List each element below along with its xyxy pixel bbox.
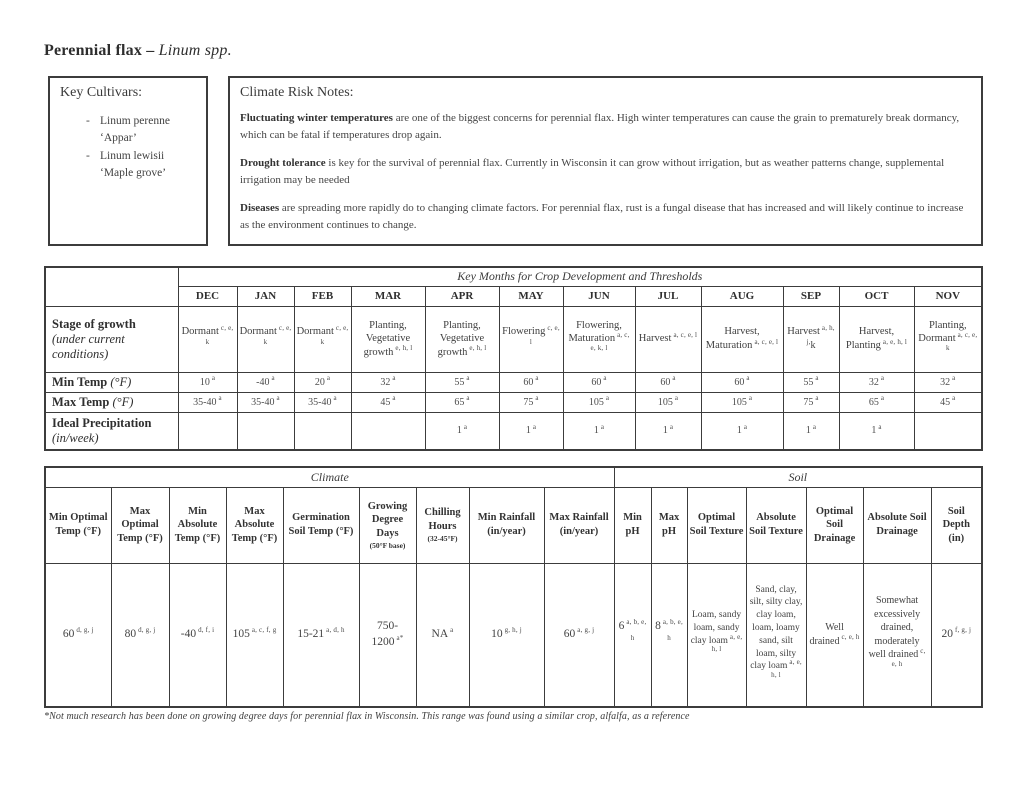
stage-cell-oct: Harvest, Planting $^{a, e, h, l}$ [839, 306, 914, 372]
precip-jul: 1 $^a$ [635, 412, 701, 450]
value-absolute-soil-drainage: Somewhat excessively drained, moderately well drained $^{c, e, h}$ [863, 563, 931, 707]
max-temp-feb: 35-40 $^a$ [294, 392, 351, 412]
min-temp-jun: 60 $^a$ [563, 372, 635, 392]
value-max-absolute-temp: 105 $^{a, c, f, g}$ [226, 563, 283, 707]
min-temp-apr: 55 $^a$ [425, 372, 499, 392]
value-min-rainfall: 10 $^{g, h, j}$ [469, 563, 544, 707]
max-temp-aug: 105 $^a$ [701, 392, 783, 412]
month-header-oct: OCT [839, 286, 914, 306]
month-header-may: MAY [499, 286, 563, 306]
min-temp-mar: 32 $^a$ [351, 372, 425, 392]
col-header-optimal-soil-texture: Optimal Soil Texture [687, 487, 746, 563]
month-header-feb: FEB [294, 286, 351, 306]
month-header-sep: SEP [783, 286, 839, 306]
value-soil-depth: 20 $^{f, g, j}$ [931, 563, 982, 707]
precip-may: 1 $^a$ [499, 412, 563, 450]
requirements-header-row [45, 487, 982, 563]
key-cultivars-heading: Key Cultivars: [60, 85, 143, 100]
col-header-min-ph: Min pH [614, 487, 651, 563]
page-title-common-name: Perennial flax – [44, 42, 155, 59]
climate-group-header: Climate [45, 467, 614, 487]
key-months-table [44, 266, 983, 451]
months-table-corner-cell [45, 267, 178, 306]
precip-apr: 1 $^a$ [425, 412, 499, 450]
min-temp-nov: 32 $^a$ [914, 372, 982, 392]
month-header-nov: NOV [914, 286, 982, 306]
min-temp-label: Min Temp (°F) [45, 372, 178, 392]
col-header-absolute-soil-texture: Absolute Soil Texture [746, 487, 806, 563]
month-header-mar: MAR [351, 286, 425, 306]
stage-cell-nov: Planting, Dormant $^{a, c, e, k}$ [914, 306, 982, 372]
stage-cell-aug: Harvest, Maturation $^{a, c, e, l}$ [701, 306, 783, 372]
list-dash: - [86, 150, 90, 163]
list-dash: - [86, 115, 90, 127]
requirements-value-row [45, 563, 982, 707]
month-header-jan: JAN [237, 286, 294, 306]
month-header-row [45, 286, 982, 306]
max-temp-row [45, 392, 982, 412]
min-temp-jul: 60 $^a$ [635, 372, 701, 392]
months-group-header: Key Months for Crop Development and Thresholds [178, 267, 982, 286]
col-header-max-optimal-temp: Max Optimal Temp (°F) [111, 487, 169, 563]
stage-cell-dec: Dormant $^{c, e, k}$ [178, 306, 237, 372]
max-temp-may: 75 $^a$ [499, 392, 563, 412]
max-temp-label: Max Temp (°F) [45, 392, 178, 412]
value-optimal-soil-drainage: Well drained $^{c, e, h}$ [806, 563, 863, 707]
col-header-min-absolute-temp: Min Absolute Temp (°F) [169, 487, 226, 563]
ideal-precipitation-label: Ideal Precipitation (in/week) [45, 412, 178, 450]
precip-feb [294, 412, 351, 450]
key-cultivars-box [48, 76, 208, 246]
min-temp-oct: 32 $^a$ [839, 372, 914, 392]
note-diseases: Diseases are spreading more rapidly do to changing climate factors. For perennial flax, rust is a fungal disease that has increased and will likely continue to increase as the environment continues to change. [240, 202, 964, 232]
min-temp-may: 60 $^a$ [499, 372, 563, 392]
value-growing-degree-days: 750-1200 $^{a*}$ [359, 563, 416, 707]
cultivar-text: Linum lewisii ‘Maple grove’ [100, 150, 167, 180]
precip-dec [178, 412, 237, 450]
month-header-aug: AUG [701, 286, 783, 306]
cultivar-item-maple-grove [60, 148, 198, 181]
col-header-min-rainfall: Min Rainfall (in/year) [469, 487, 544, 563]
value-absolute-soil-texture: Sand, clay, silt, silty clay, clay loam, loam, loamy sand, silt loam, silty clay loam $^{a, e, h, l}$ [746, 563, 806, 707]
stage-cell-feb: Dormant $^{c, e, k}$ [294, 306, 351, 372]
value-germination-soil-temp: 15-21 $^{a, d, h}$ [283, 563, 359, 707]
climate-risk-notes-box [228, 76, 983, 246]
max-temp-mar: 45 $^a$ [351, 392, 425, 412]
max-temp-oct: 65 $^a$ [839, 392, 914, 412]
precip-jan [237, 412, 294, 450]
max-temp-dec: 35-40 $^a$ [178, 392, 237, 412]
ideal-precipitation-row [45, 412, 982, 450]
max-temp-jan: 35-40 $^a$ [237, 392, 294, 412]
col-header-min-optimal-temp: Min Optimal Temp (°F) [45, 487, 111, 563]
col-header-germination-soil-temp: Germination Soil Temp (°F) [283, 487, 359, 563]
value-max-optimal-temp: 80 $^{d, g, j}$ [111, 563, 169, 707]
value-min-ph: 6 $^{a, b, e, h}$ [614, 563, 651, 707]
stage-cell-jun: Flowering, Maturation $^{a, c, e, k, l}$ [563, 306, 635, 372]
month-header-jun: JUN [563, 286, 635, 306]
soil-group-header: Soil [614, 467, 982, 487]
min-temp-aug: 60 $^a$ [701, 372, 783, 392]
precip-sep: 1 $^a$ [783, 412, 839, 450]
col-header-optimal-soil-drainage: Optimal Soil Drainage [806, 487, 863, 563]
col-header-soil-depth: Soil Depth (in) [931, 487, 982, 563]
max-temp-jun: 105 $^a$ [563, 392, 635, 412]
month-header-apr: APR [425, 286, 499, 306]
min-temp-sep: 55 $^a$ [783, 372, 839, 392]
value-max-ph: 8 $^{a, b, e, h}$ [651, 563, 687, 707]
page-title-latin-name: Linum spp. [154, 42, 232, 59]
max-temp-apr: 65 $^a$ [425, 392, 499, 412]
page-title [44, 42, 232, 60]
value-min-optimal-temp: 60 $^{d, g, j}$ [45, 563, 111, 707]
precip-nov [914, 412, 982, 450]
climate-risk-notes-heading: Climate Risk Notes: [240, 85, 354, 100]
stage-cell-mar: Planting, Vegetative growth $^{e, h, l}$ [351, 306, 425, 372]
col-header-chilling-hours: Chilling Hours (32-45°F) [416, 487, 469, 563]
max-temp-nov: 45 $^a$ [914, 392, 982, 412]
cultivar-list [60, 113, 198, 182]
stage-cell-sep: Harvest $^{a, h, j,}$k [783, 306, 839, 372]
value-chilling-hours: NA $^a$ [416, 563, 469, 707]
max-temp-jul: 105 $^a$ [635, 392, 701, 412]
precip-aug: 1 $^a$ [701, 412, 783, 450]
climate-soil-table [44, 466, 983, 708]
note-fluctuating-winter-temperatures: Fluctuating winter temperatures are one of the biggest concerns for perennial flax. High winter temperatures can cause the grain to prematurely break dormancy, which can be fatal if temperatures drop again. [240, 112, 960, 142]
stage-of-growth-label: Stage of growth (under current conditions) [45, 306, 178, 372]
stage-of-growth-row [45, 306, 982, 372]
col-header-growing-degree-days: Growing Degree Days (50°F base) [359, 487, 416, 563]
max-temp-sep: 75 $^a$ [783, 392, 839, 412]
col-header-max-rainfall: Max Rainfall (in/year) [544, 487, 614, 563]
stage-cell-jan: Dormant $^{c, e, k}$ [237, 306, 294, 372]
precip-mar [351, 412, 425, 450]
month-header-dec: DEC [178, 286, 237, 306]
min-temp-dec: 10 $^a$ [178, 372, 237, 392]
min-temp-feb: 20 $^a$ [294, 372, 351, 392]
min-temp-jan: -40 $^a$ [237, 372, 294, 392]
precip-jun: 1 $^a$ [563, 412, 635, 450]
cultivar-text: Linum perenne ‘Appar’ [100, 115, 170, 144]
stage-cell-apr: Planting, Vegetative growth $^{e, h, l}$ [425, 306, 499, 372]
value-min-absolute-temp: -40 $^{d, f, i}$ [169, 563, 226, 707]
stage-cell-jul: Harvest $^{a, c, e, l}$ [635, 306, 701, 372]
note-drought-tolerance: Drought tolerance is key for the survival of perennial flax. Currently in Wisconsin it can grow without irrigation, but as weather patterns change, supplemental irrigation may be needed [240, 157, 945, 187]
value-max-rainfall: 60 $^{a, g, j}$ [544, 563, 614, 707]
col-header-absolute-soil-drainage: Absolute Soil Drainage [863, 487, 931, 563]
col-header-max-absolute-temp: Max Absolute Temp (°F) [226, 487, 283, 563]
footnote: *Not much research has been done on growing degree days for perennial flax in Wisconsin. This range was found using a similar crop, alfalfa, as a reference [44, 711, 690, 722]
cultivar-item-appar [60, 113, 198, 146]
precip-oct: 1 $^a$ [839, 412, 914, 450]
value-optimal-soil-texture: Loam, sandy loam, sandy clay loam $^{a, e, h, l}$ [687, 563, 746, 707]
stage-cell-may: Flowering $^{c, e, l}$ [499, 306, 563, 372]
col-header-max-ph: Max pH [651, 487, 687, 563]
month-header-jul: JUL [635, 286, 701, 306]
min-temp-row [45, 372, 982, 392]
